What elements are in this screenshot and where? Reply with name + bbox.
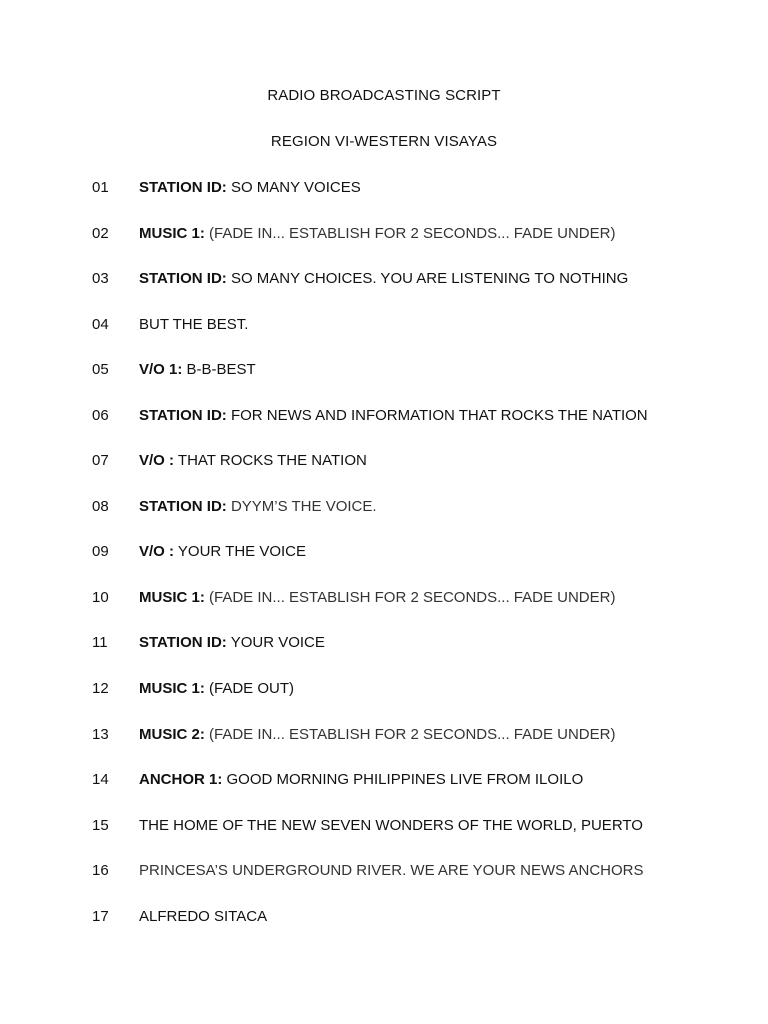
line-text: SO MANY CHOICES. YOU ARE LISTENING TO NOTHING: [230, 270, 629, 287]
line-text-wrap: [139, 770, 583, 790]
script-line: [0, 816, 768, 836]
line-speaker: STATION ID:: [139, 270, 227, 287]
line-speaker: MUSIC 1:: [139, 225, 205, 242]
line-text: (FADE IN... ESTABLISH FOR 2 SECONDS... FADE UNDER): [209, 589, 616, 606]
line-speaker: STATION ID:: [139, 634, 227, 651]
script-line: [0, 497, 768, 517]
line-speaker: MUSIC 2:: [139, 726, 205, 743]
line-text-wrap: [139, 497, 377, 517]
line-number: 01: [92, 179, 109, 196]
document-title: RADIO BROADCASTING SCRIPT: [267, 87, 501, 104]
line-number: 10: [92, 589, 109, 606]
line-text: (FADE IN... ESTABLISH FOR 2 SECONDS... FADE UNDER): [209, 225, 616, 242]
line-speaker: STATION ID:: [139, 179, 227, 196]
line-speaker: V/O 1:: [139, 361, 183, 378]
line-text: YOUR VOICE: [230, 634, 325, 651]
line-text-wrap: [139, 816, 643, 836]
line-text: BUT THE BEST.: [139, 316, 249, 333]
line-number: 06: [92, 407, 109, 424]
line-text-wrap: [139, 633, 325, 653]
line-text: ALFREDO SITACA: [139, 908, 268, 925]
script-line: [0, 679, 768, 699]
line-text: (FADE IN... ESTABLISH FOR 2 SECONDS... FADE UNDER): [209, 726, 616, 743]
line-text: DYYM’S THE VOICE.: [230, 498, 377, 515]
line-text: THAT ROCKS THE NATION: [177, 452, 367, 469]
line-speaker: ANCHOR 1:: [139, 771, 223, 788]
line-number: 02: [92, 225, 109, 242]
script-line: [0, 269, 768, 289]
line-text-wrap: [139, 588, 615, 608]
line-speaker: V/O :: [139, 452, 175, 469]
line-number: 12: [92, 680, 109, 697]
line-text-wrap: [139, 406, 648, 426]
line-text-wrap: [139, 861, 644, 881]
line-text-wrap: [139, 725, 615, 745]
line-number: 16: [92, 862, 109, 879]
line-number: 07: [92, 452, 109, 469]
line-text-wrap: [139, 315, 248, 335]
line-number: 14: [92, 771, 109, 788]
line-number: 13: [92, 726, 109, 743]
line-speaker: MUSIC 1:: [139, 680, 205, 697]
script-line: [0, 178, 768, 198]
line-number: 04: [92, 316, 109, 333]
line-number: 11: [92, 634, 108, 651]
line-text-wrap: [139, 360, 256, 380]
line-text: (FADE OUT): [209, 680, 295, 697]
line-text-wrap: [139, 224, 615, 244]
script-line: [0, 224, 768, 244]
line-number: 15: [92, 817, 109, 834]
line-text: FOR NEWS AND INFORMATION THAT ROCKS THE NATION: [230, 407, 648, 424]
script-line: [0, 406, 768, 426]
script-line: [0, 588, 768, 608]
line-text-wrap: [139, 451, 367, 471]
script-line: [0, 725, 768, 745]
script-line: [0, 315, 768, 335]
line-speaker: STATION ID:: [139, 407, 227, 424]
line-text: THE HOME OF THE NEW SEVEN WONDERS OF THE WORLD, PUERTO: [139, 817, 643, 834]
document-region: REGION VI-WESTERN VISAYAS: [270, 133, 498, 150]
script-line: [0, 451, 768, 471]
script-line: [0, 861, 768, 881]
line-text: PRINCESA’S UNDERGROUND RIVER. WE ARE YOUR NEWS ANCHORS: [139, 862, 644, 879]
line-speaker: V/O :: [139, 543, 175, 560]
line-text-wrap: [139, 269, 628, 289]
line-text-wrap: [139, 679, 294, 699]
line-number: 03: [92, 270, 109, 287]
line-speaker: MUSIC 1:: [139, 589, 205, 606]
script-line: [0, 770, 768, 790]
line-number: 05: [92, 361, 109, 378]
line-text: YOUR THE VOICE: [177, 543, 307, 560]
line-number: 08: [92, 498, 109, 515]
line-text-wrap: [139, 178, 361, 198]
line-text: SO MANY VOICES: [230, 179, 361, 196]
script-line: [0, 360, 768, 380]
script-line: [0, 633, 768, 653]
script-line: [0, 907, 768, 927]
line-text: GOOD MORNING PHILIPPINES LIVE FROM ILOILO: [226, 771, 584, 788]
line-text-wrap: [139, 907, 267, 927]
script-line: [0, 542, 768, 562]
line-text: B-B-BEST: [186, 361, 256, 378]
line-number: 09: [92, 543, 109, 560]
line-text-wrap: [139, 542, 306, 562]
line-speaker: STATION ID:: [139, 498, 227, 515]
line-number: 17: [92, 908, 109, 925]
